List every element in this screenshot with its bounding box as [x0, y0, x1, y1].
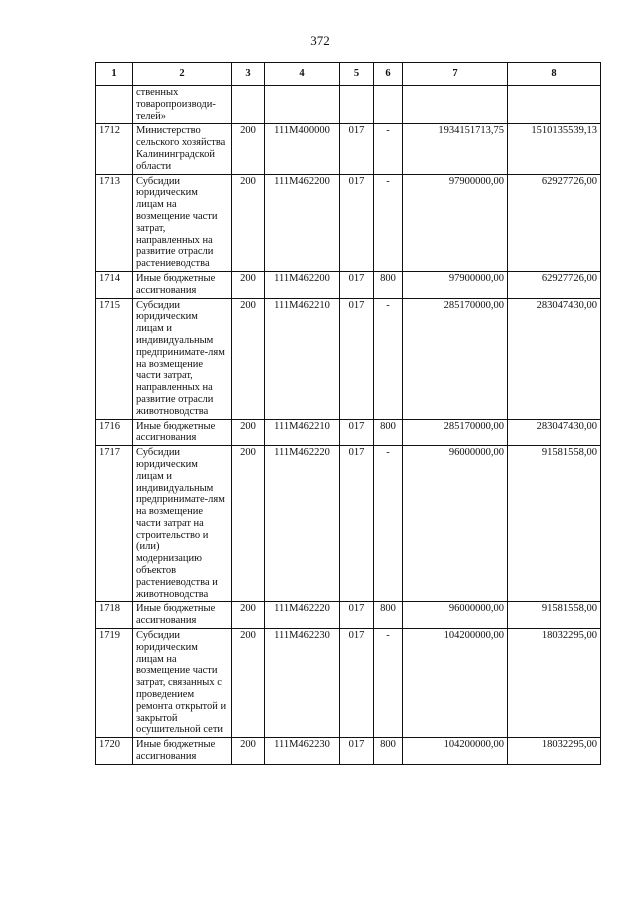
- amount-col7-cell: 104200000,00: [403, 629, 508, 738]
- expense-type-code-cell: 800: [374, 602, 403, 629]
- code-col3-cell: 200: [232, 629, 265, 738]
- table-body: [96, 86, 601, 765]
- row-number-cell: 1720: [96, 738, 133, 765]
- item-name-cell: Иные бюджетные ассигнования: [133, 271, 232, 298]
- code-col5-cell: [340, 86, 374, 124]
- row-number-cell: 1718: [96, 602, 133, 629]
- amount-col7-cell: 285170000,00: [403, 419, 508, 446]
- target-article-code-cell: 111М462210: [265, 298, 340, 419]
- target-article-code-cell: 111М462230: [265, 738, 340, 765]
- amount-col8-cell: 283047430,00: [508, 298, 601, 419]
- table-row: [96, 298, 601, 419]
- column-header: 4: [265, 63, 340, 86]
- code-col3-cell: 200: [232, 602, 265, 629]
- amount-col7-cell: [403, 86, 508, 124]
- code-col5-cell: 017: [340, 271, 374, 298]
- item-name-cell: Субсидии юридическим лицам и индивидуальным предпринимате-лям на возмещение части затрат на строительство и (или) модернизацию объектов растениеводства и животноводства: [133, 446, 232, 602]
- table-row: [96, 738, 601, 765]
- expense-type-code-cell: -: [374, 446, 403, 602]
- expense-type-code-cell: -: [374, 124, 403, 174]
- row-number-cell: 1715: [96, 298, 133, 419]
- item-name-cell: Субсидии юридическим лицам и индивидуальным предпринимате-лям на возмещение части затрат, направленных на развитие отрасли животноводства: [133, 298, 232, 419]
- column-header: 5: [340, 63, 374, 86]
- amount-col7-cell: 96000000,00: [403, 602, 508, 629]
- row-number-cell: 1714: [96, 271, 133, 298]
- item-name-cell: Иные бюджетные ассигнования: [133, 419, 232, 446]
- code-col5-cell: 017: [340, 446, 374, 602]
- column-header: 3: [232, 63, 265, 86]
- target-article-code-cell: 111М462210: [265, 419, 340, 446]
- code-col5-cell: 017: [340, 174, 374, 271]
- code-col3-cell: 200: [232, 124, 265, 174]
- amount-col7-cell: 97900000,00: [403, 271, 508, 298]
- expense-type-code-cell: [374, 86, 403, 124]
- code-col3-cell: 200: [232, 419, 265, 446]
- table-row: [96, 446, 601, 602]
- target-article-code-cell: 111М462200: [265, 174, 340, 271]
- code-col3-cell: 200: [232, 446, 265, 602]
- amount-col8-cell: [508, 86, 601, 124]
- table-header-row: [96, 63, 601, 86]
- item-name-cell: Иные бюджетные ассигнования: [133, 738, 232, 765]
- code-col5-cell: 017: [340, 124, 374, 174]
- table-row: [96, 174, 601, 271]
- target-article-code-cell: 111М462220: [265, 602, 340, 629]
- code-col5-cell: 017: [340, 419, 374, 446]
- item-name-cell: Иные бюджетные ассигнования: [133, 602, 232, 629]
- column-header: 2: [133, 63, 232, 86]
- table-row: [96, 124, 601, 174]
- amount-col7-cell: 96000000,00: [403, 446, 508, 602]
- target-article-code-cell: 111М462200: [265, 271, 340, 298]
- row-number-cell: 1716: [96, 419, 133, 446]
- amount-col7-cell: 97900000,00: [403, 174, 508, 271]
- amount-col8-cell: 91581558,00: [508, 602, 601, 629]
- table-row: [96, 271, 601, 298]
- target-article-code-cell: [265, 86, 340, 124]
- code-col5-cell: 017: [340, 602, 374, 629]
- code-col3-cell: 200: [232, 738, 265, 765]
- column-header: 7: [403, 63, 508, 86]
- item-name-cell: Субсидии юридическим лицам на возмещение части затрат, направленных на развитие отрасли растениеводства: [133, 174, 232, 271]
- code-col3-cell: [232, 86, 265, 124]
- expense-type-code-cell: 800: [374, 738, 403, 765]
- table-row: [96, 602, 601, 629]
- item-name-cell: Министерство сельского хозяйства Калининградской области: [133, 124, 232, 174]
- row-number-cell: 1717: [96, 446, 133, 602]
- amount-col8-cell: 18032295,00: [508, 629, 601, 738]
- table-row: [96, 629, 601, 738]
- table-row: [96, 419, 601, 446]
- amount-col8-cell: 62927726,00: [508, 174, 601, 271]
- code-col5-cell: 017: [340, 298, 374, 419]
- row-number-cell: 1719: [96, 629, 133, 738]
- amount-col8-cell: 1510135539,13: [508, 124, 601, 174]
- amount-col8-cell: 283047430,00: [508, 419, 601, 446]
- page-number: 372: [310, 33, 330, 48]
- code-col5-cell: 017: [340, 738, 374, 765]
- amount-col7-cell: 104200000,00: [403, 738, 508, 765]
- target-article-code-cell: 111М400000: [265, 124, 340, 174]
- expense-type-code-cell: 800: [374, 419, 403, 446]
- amount-col8-cell: 62927726,00: [508, 271, 601, 298]
- code-col3-cell: 200: [232, 271, 265, 298]
- code-col5-cell: 017: [340, 629, 374, 738]
- item-name-cell: ственных товаропроизводи-телей»: [133, 86, 232, 124]
- amount-col7-cell: 1934151713,75: [403, 124, 508, 174]
- target-article-code-cell: 111М462220: [265, 446, 340, 602]
- amount-col8-cell: 18032295,00: [508, 738, 601, 765]
- row-number-cell: 1713: [96, 174, 133, 271]
- column-header: 8: [508, 63, 601, 86]
- row-number-cell: 1712: [96, 124, 133, 174]
- code-col3-cell: 200: [232, 298, 265, 419]
- row-number-cell: [96, 86, 133, 124]
- expense-type-code-cell: -: [374, 298, 403, 419]
- amount-col7-cell: 285170000,00: [403, 298, 508, 419]
- code-col3-cell: 200: [232, 174, 265, 271]
- item-name-cell: Субсидии юридическим лицам на возмещение части затрат, связанных с проведением ремонта открытой и закрытой осушительной сети: [133, 629, 232, 738]
- budget-table: [95, 62, 601, 765]
- target-article-code-cell: 111М462230: [265, 629, 340, 738]
- column-header: 1: [96, 63, 133, 86]
- table-row: [96, 86, 601, 124]
- column-header: 6: [374, 63, 403, 86]
- expense-type-code-cell: -: [374, 174, 403, 271]
- expense-type-code-cell: 800: [374, 271, 403, 298]
- expense-type-code-cell: -: [374, 629, 403, 738]
- amount-col8-cell: 91581558,00: [508, 446, 601, 602]
